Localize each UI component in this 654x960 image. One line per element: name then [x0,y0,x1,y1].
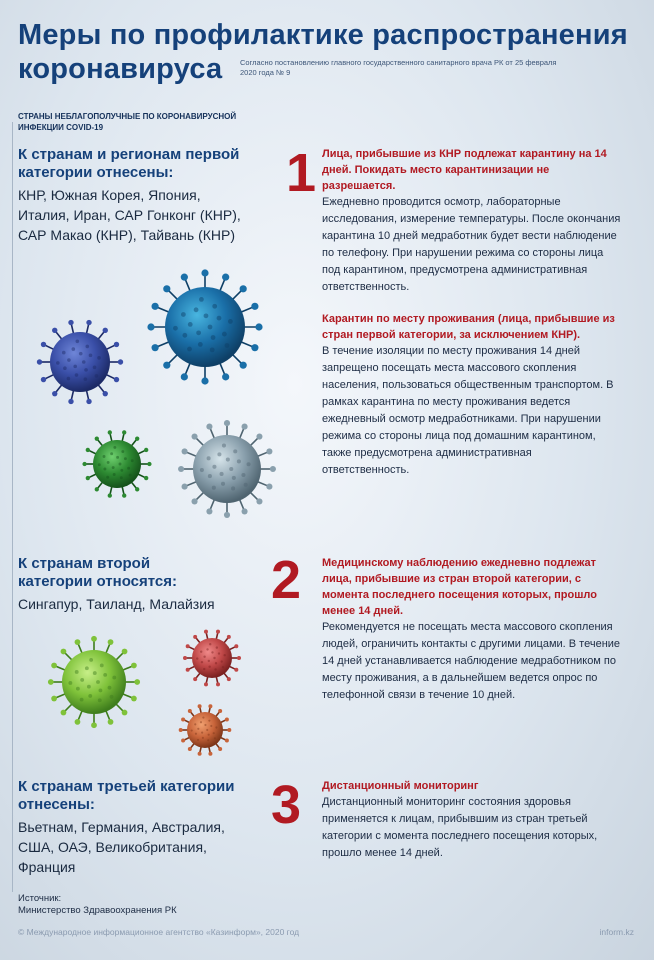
source [18,893,177,917]
virus-green-small-icon [85,432,149,496]
category-1 [18,146,253,245]
category-3-title: К странам третьей категории отнесены: [18,778,235,813]
subtitle: Согласно постановлению главного государственного санитарного врача РК от 25 февраля 2020 года № 9 [240,58,557,77]
category-3 [18,778,248,877]
measure-3-number: 3 [271,775,302,835]
measure-3-body: Дистанционный мониторинг состояния здоровья применяется к лицам, прибывшим из стран третьей категории с момента последнего посещения которых, прошло менее 14 дней. [322,796,598,859]
category-3-countries: Вьетнам, Германия, Австралия, США, ОАЭ, Великобритания, Франция [18,819,225,875]
measure-1-body: Ежедневно проводится осмотр, лабораторные исследования, измерение температуры. После окончания карантина 10 дней медработник будет вести наблюдение по телефону. При нарушении режима со стороны лица под карантином, предусмотрена административная ответственность. [322,196,621,293]
measure-1 [322,146,622,479]
virus-blue-large-icon [150,272,260,382]
measure-3 [322,778,622,862]
measure-2-body: Рекомендуется не посещать места массового скопления людей, ограничить контакты с другими лицами. В течение 14 дней устанавливается наблюдение медработником по месту проживания, а в дальнейшем ведется опрос по телефонной связи в течение 10 дней. [322,621,621,701]
virus-gray-icon [183,425,271,513]
measure-2 [322,555,622,704]
site-link[interactable]: inform.kz [599,927,634,937]
source-value: Министерство Здравоохранения РК [18,905,177,916]
virus-orange-icon [180,705,230,755]
title-line-1: Меры по профилактике распространения [18,19,628,51]
category-2-countries: Сингапур, Таиланд, Малайзия [18,596,215,612]
measure-1b-body: В течение изоляции по месту проживания 14 дней запрещено посещать места массового скопления населения, пользоваться общественным транспортом. В рамках карантина по месту проживания ведется ежедневный осмотр медработниками. При нарушении режима со стороны лица под домашним карантином, также предусмотрена административная ответственность. [322,345,614,476]
virus-navy-icon [40,322,120,402]
measure-1b-heading: Карантин по месту проживания (лица, прибывшие из стран первой категории, за исключением КНР). [322,313,615,341]
title-line-2: коронавируса [18,53,223,85]
category-2-title: К странам второй категории относятся: [18,555,178,590]
virus-green-large-icon [52,640,136,724]
divider [12,122,13,892]
category-1-countries: КНР, Южная Корея, Япония, Италия, Иран, САР Гонконг (КНР), САР Макао (КНР), Тайвань (КНР) [18,187,241,243]
copyright: © Международное информационное агентство «Казинформ», 2020 год [18,927,300,937]
measure-1-number: 1 [286,143,317,203]
measure-2-heading: Медицинскому наблюдению ежедневно подлежат лица, прибывшие из стран второй категории, с момента последнего посещения которых, прошло менее 14 дней. [322,557,597,617]
category-1-title: К странам и регионам первой категории отнесены: [18,146,240,181]
source-label: Источник: [18,893,62,904]
section-kicker: СТРАНЫ НЕБЛАГОПОЛУЧНЫЕ ПО КОРОНАВИРУСНОЙ ИНФЕКЦИИ COVID-19 [18,112,237,132]
measure-2-number: 2 [271,550,302,610]
measure-3-heading: Дистанционный мониторинг [322,780,479,792]
category-2 [18,555,218,614]
virus-red-icon [184,630,240,686]
measure-1-heading: Лица, прибывшие из КНР подлежат карантину на 14 дней. Покидать место карантинизации не разрешается. [322,148,607,192]
